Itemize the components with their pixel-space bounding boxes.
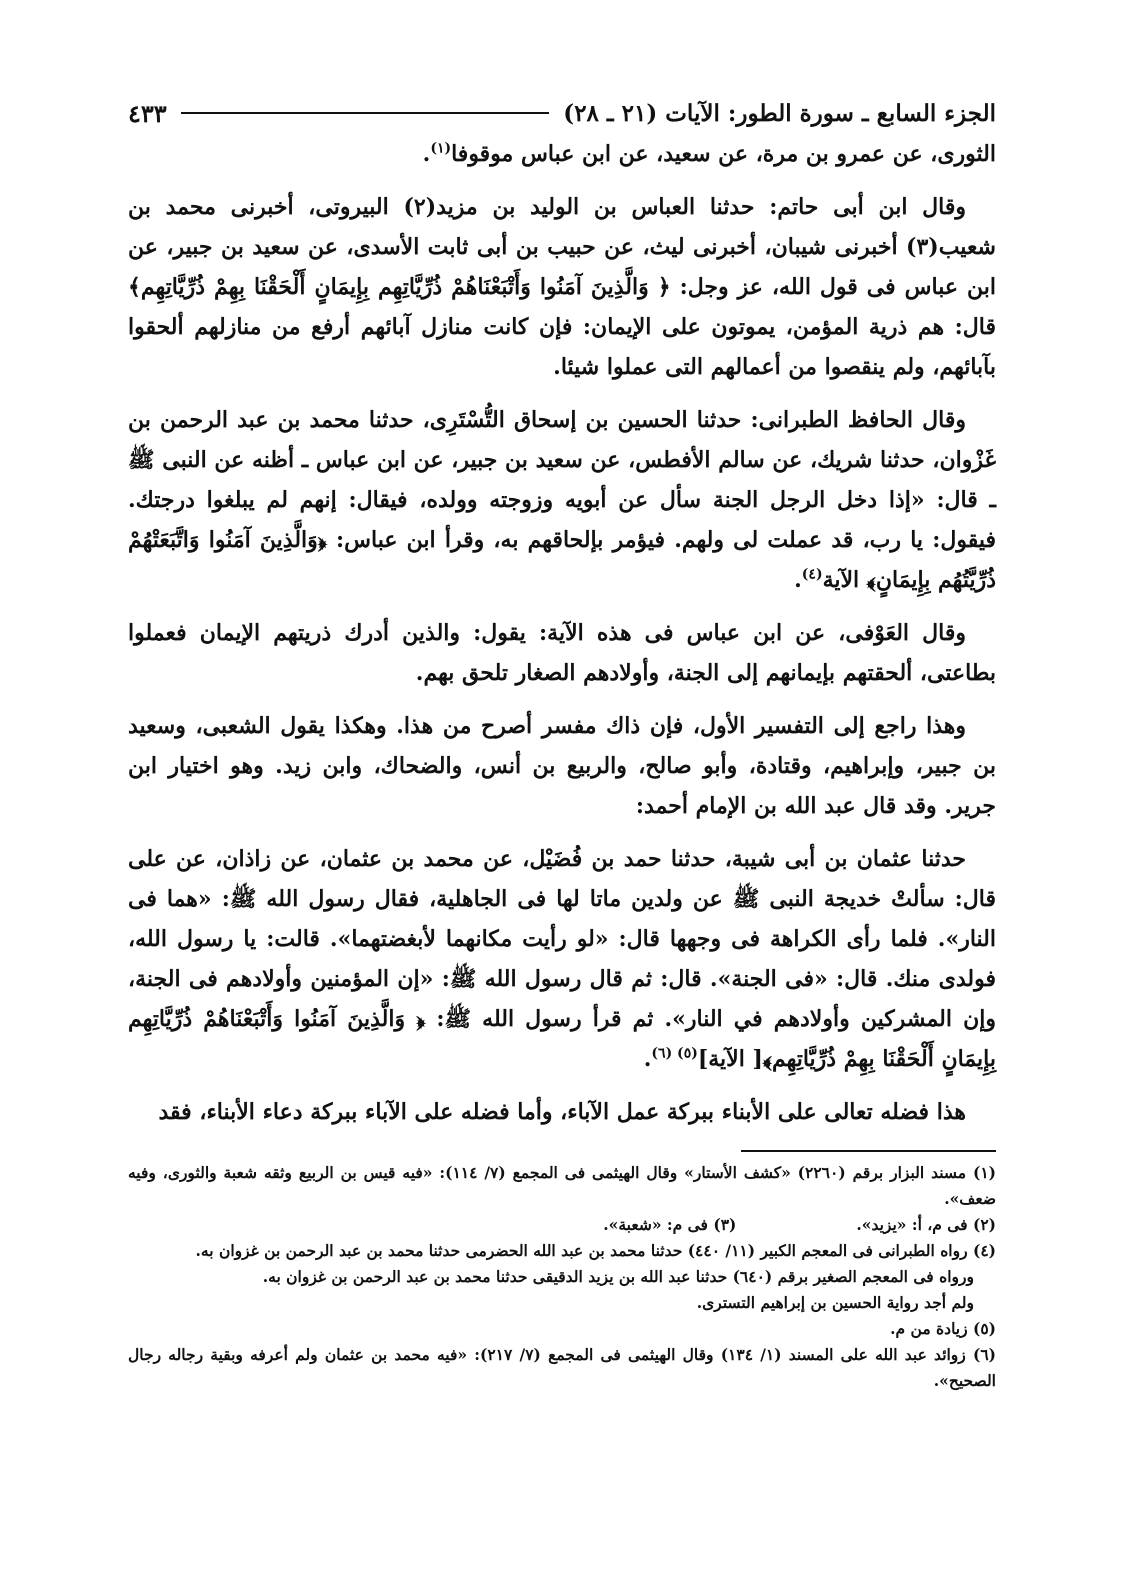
footnote-1: (١) مسند البزار برقم (٢٢٦٠) «كشف الأستار» وقال الهيثمى فى المجمع (٧/ ١١٤): «فيه قيس بن الربيع وثقه شعبة والثورى، وفيه ضعف». bbox=[128, 1163, 996, 1208]
header-title: الجزء السابع ـ سورة الطور: الآيات (٢١ ـ ٢٨) bbox=[563, 99, 996, 127]
paragraph-3 bbox=[128, 400, 996, 600]
paragraph-7 bbox=[128, 1092, 996, 1132]
paragraph-text: حدثنا عثمان بن أبى شيبة، حدثنا حمد بن فُضَيْل، عن محمد بن عثمان، عن زاذان، عن على قال: سألتْ خديجة النبى ﷺ عن ولدين ماتا لها فى الجاهلية، فقال رسول الله ﷺ: «هما فى النار». فلما رأى الكراهة فى وجهها قال: «لو رأيت مكانهما لأبغضتهما». قالت: يا رسول الله، فولدى منك. قال: «فى الجنة». قال: ثم قال رسول الله ﷺ: «إن المؤمنين وأولادهم فى الجنة، وإن المشركين وأولادهم في النار». ثم قرأ رسول الله ﷺ: ﴿ وَالَّذِينَ آمَنُوا وَأَتْبَعْنَاهُمْ ذُرِّيَّاتِهِم بِإِيمَانٍ أَلْحَقْنَا بِهِمْ ذُرِّيَّاتِهِم﴾[ الآية] bbox=[128, 846, 996, 1072]
footnote-pair bbox=[128, 1212, 996, 1238]
footnote-separator bbox=[741, 1150, 996, 1152]
footnote-ref: (٤) bbox=[801, 566, 823, 583]
footnote-5: (٥) زيادة من م. bbox=[890, 1319, 996, 1338]
footnote-4: (٤) رواه الطبرانى فى المعجم الكبير (١١/ ٤٤٠) حدثنا محمد بن عبد الله الحضرمى حدثنا محمد بن عبد الرحمن بن غزوان به. bbox=[195, 1241, 996, 1260]
book-page bbox=[128, 96, 996, 1394]
paragraph-text: وقال العَوْفى، عن ابن عباس فى هذه الآية: يقول: والذين أدرك ذريتهم الإيمان فعملوا بطاعتى، ألحقتهم بإيمانهم إلى الجنة، وأولادهم الصغار تلحق بهم. bbox=[128, 620, 996, 686]
footnote-2: (٢) فى م، أ: «يزيد». bbox=[856, 1215, 996, 1234]
paragraph-4 bbox=[128, 613, 996, 693]
header-rule bbox=[181, 112, 550, 114]
paragraph-text: الثورى، عن عمرو بن مرة، عن سعيد، عن ابن عباس موقوفا bbox=[451, 141, 996, 167]
paragraph-6 bbox=[128, 839, 996, 1079]
footnote-3: (٣) فى م: «شعبة». bbox=[603, 1215, 737, 1234]
footnotes bbox=[128, 1160, 996, 1394]
paragraph-tail: . bbox=[422, 141, 431, 167]
footnote-ref: (٥) (٦) bbox=[651, 1045, 698, 1062]
running-header bbox=[128, 96, 996, 130]
paragraph-text: وقال الحافظ الطبرانى: حدثنا الحسين بن إسحاق التُّسْتَرِى، حدثنا محمد بن عبد الرحمن بن غَزْوان، حدثنا شريك، عن سالم الأفطس، عن سعيد بن جبير، عن ابن عباس ـ أظنه عن النبى ﷺ ـ قال: «إذا دخل الرجل الجنة سأل عن أبويه وزوجته وولده، فيقال: إنهم لم يبلغوا درجتك. فيقول: يا رب، قد عملت لى ولهم. فيؤمر بإلحاقهم به، وقرأ ابن عباس: ﴿وَالَّذِينَ آمَنُوا وَاتَّبَعَتْهُمْ ذُرِّيَّتُهُم بِإِيمَانٍ﴾ الآية bbox=[128, 407, 996, 593]
paragraph-1 bbox=[128, 134, 996, 174]
main-text bbox=[128, 134, 996, 1132]
paragraph-tail: . bbox=[643, 1046, 652, 1072]
footnote-4-continued: ورواه فى المعجم الصغير برقم (٦٤٠) حدثنا عبد الله بن يزيد الدقيقى حدثنا محمد بن عبد الرحمن بن غزوان به. bbox=[262, 1267, 974, 1286]
footnote-4-note: ولم أجد رواية الحسين بن إبراهيم التسترى. bbox=[696, 1293, 974, 1312]
footnote-ref: (١) bbox=[430, 140, 452, 157]
paragraph-text: هذا فضله تعالى على الأبناء ببركة عمل الآباء، وأما فضله على الآباء ببركة دعاء الأبناء، فقد bbox=[158, 1099, 966, 1125]
footnote-6: (٦) زوائد عبد الله على المسند (١/ ١٣٤) وقال الهيثمى فى المجمع (٧/ ٢١٧): «فيه محمد بن عثمان ولم أعرفه وبقية رجاله رجال الصحيح». bbox=[128, 1345, 996, 1390]
page-number: ٤٣٣ bbox=[128, 98, 167, 128]
paragraph-tail: . bbox=[794, 567, 802, 593]
paragraph-text: وهذا راجع إلى التفسير الأول، فإن ذاك مفسر أصرح من هذا. وهكذا يقول الشعبى، وسعيد بن جبير، وإبراهيم، وقتادة، وأبو صالح، والربيع بن أنس، والضحاك، وابن زيد. وهو اختيار ابن جرير. وقد قال عبد الله بن الإمام أحمد: bbox=[128, 713, 996, 819]
paragraph-2 bbox=[128, 187, 996, 387]
paragraph-5 bbox=[128, 706, 996, 826]
paragraph-text: وقال ابن أبى حاتم: حدثنا العباس بن الوليد بن مزيد(٢) البيروتى، أخبرنى محمد بن شعيب(٣) أخبرنى شيبان، أخبرنى ليث، عن حبيب بن أبى ثابت الأسدى، عن سعيد بن جبير، عن ابن عباس فى قول الله، عز وجل: ﴿ وَالَّذِينَ آمَنُوا وَأَتْبَعْنَاهُمْ ذُرِّيَّاتِهِم بِإِيمَانٍ أَلْحَقْنَا بِهِمْ ذُرِّيَّاتِهِم﴾ قال: هم ذرية المؤمن، يموتون على الإيمان: فإن كانت منازل آبائهم أرفع من منازلهم ألحقوا بآبائهم، ولم ينقصوا من أعمالهم التى عملوا شيئا. bbox=[128, 194, 996, 380]
